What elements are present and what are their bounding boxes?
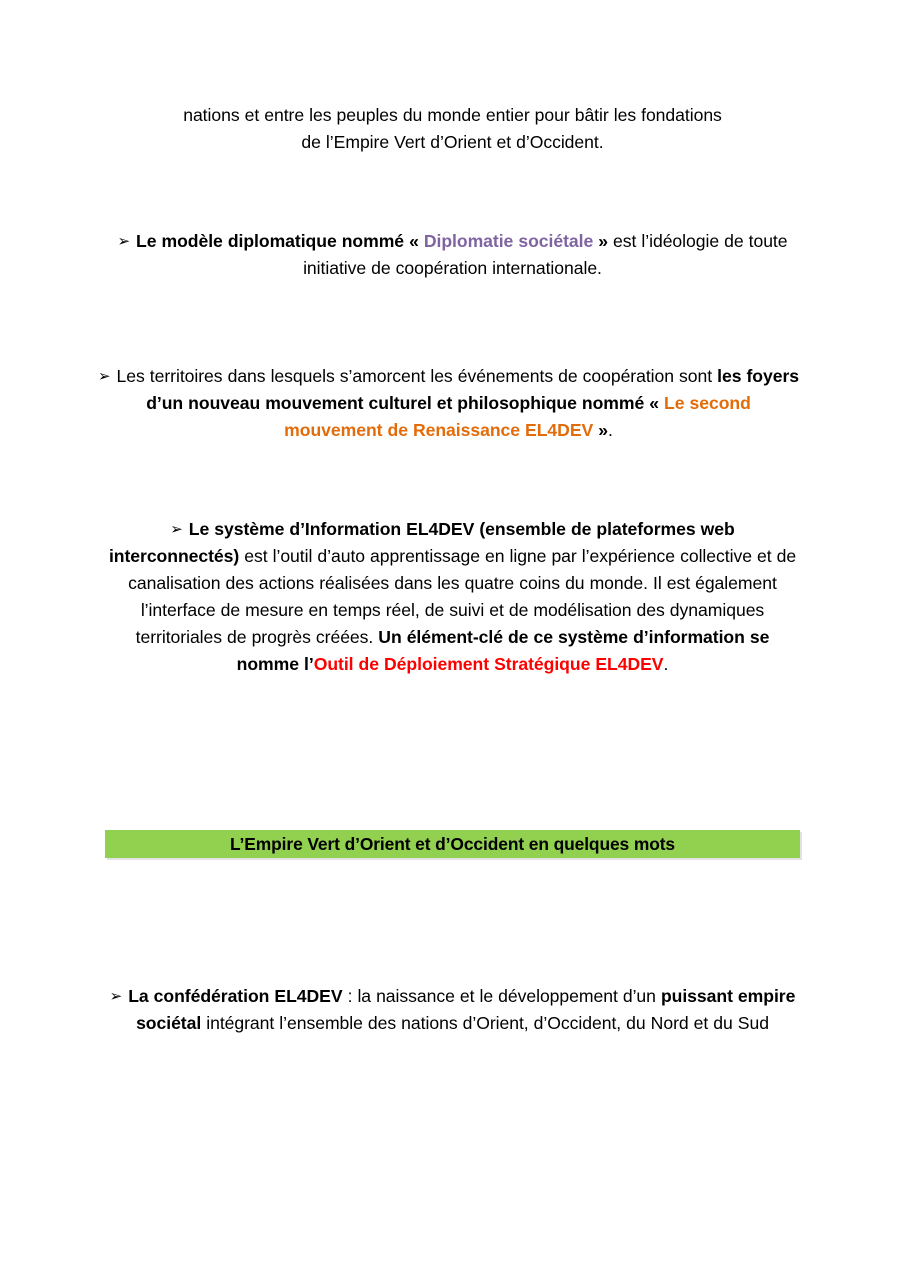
- arrowhead-bullet-icon: ➢: [97, 367, 111, 385]
- arrowhead-bullet-icon: ➢: [109, 987, 123, 1005]
- arrowhead-bullet-icon: ➢: [170, 520, 183, 538]
- intro-line-1: nations et entre les peuples du monde entier pour bâtir les fondations: [183, 105, 722, 125]
- territoires-bold-mid: les foyers d’un nouveau mouvement culturel et philosophique nommé: [146, 366, 799, 413]
- diplomatie-accent-term: Diplomatie sociétale: [423, 231, 594, 251]
- bullet-paragraph-territoires: [97, 363, 800, 444]
- territoires-plain-lead: Les territoires dans lesquels s’amorcent les événements de coopération sont: [116, 366, 718, 386]
- confederation-plain-mid: : la naissance et le développement d’un: [342, 986, 661, 1006]
- systeme-plain-mid: est l’outil d’auto apprentissage en ligne par l’expérience collective et de canalisation des actions réalisées dans les quatre coins du monde. Il est également l’interface de mesure en temps réel, de suivi et de modélisation des dynamiques territoriales de progrès créées.: [128, 546, 797, 647]
- bullet-paragraph-confederation: [105, 983, 800, 1037]
- section-banner-empire-vert: [105, 830, 800, 858]
- confederation-plain-tail: intégrant l’ensemble des nations d’Orient, d’Occident, du Nord et du Sud: [201, 1013, 769, 1033]
- diplomatie-bold-tail: »: [593, 231, 608, 251]
- systeme-accent-term: Outil de Déploiement Stratégique EL4DEV: [313, 654, 664, 674]
- systeme-plain-end: .: [663, 654, 669, 674]
- territoires-quote-open: «: [644, 393, 665, 413]
- systeme-bold-tail: Un élément-clé de ce système d’information se nomme l’: [236, 627, 770, 674]
- bullet-paragraph-diplomatie: [105, 228, 800, 282]
- arrowhead-bullet-icon: ➢: [117, 232, 131, 250]
- diplomatie-bold-lead: Le modèle diplomatique nommé «: [136, 231, 424, 251]
- diplomatie-plain-tail: est l’idéologie de toute initiative de coopération internationale.: [303, 231, 788, 278]
- bullet-paragraph-systeme-information: [105, 516, 800, 678]
- confederation-bold-mid: puissant empire sociétal: [136, 986, 796, 1033]
- systeme-bold-lead: Le système d’Information EL4DEV (ensemble de plateformes web interconnectés): [108, 519, 735, 566]
- territoires-plain-tail: .: [607, 420, 613, 440]
- intro-line-2: de l’Empire Vert d’Orient et d’Occident.: [301, 132, 604, 152]
- confederation-bold-lead: La confédération EL4DEV: [128, 986, 343, 1006]
- territoires-quote-close: »: [593, 420, 608, 440]
- paragraph-intro-continuation: [105, 102, 800, 156]
- territoires-accent-term: Le second mouvement de Renaissance EL4DEV: [284, 393, 751, 440]
- section-banner-title: L’Empire Vert d’Orient et d’Occident en quelques mots: [229, 834, 676, 854]
